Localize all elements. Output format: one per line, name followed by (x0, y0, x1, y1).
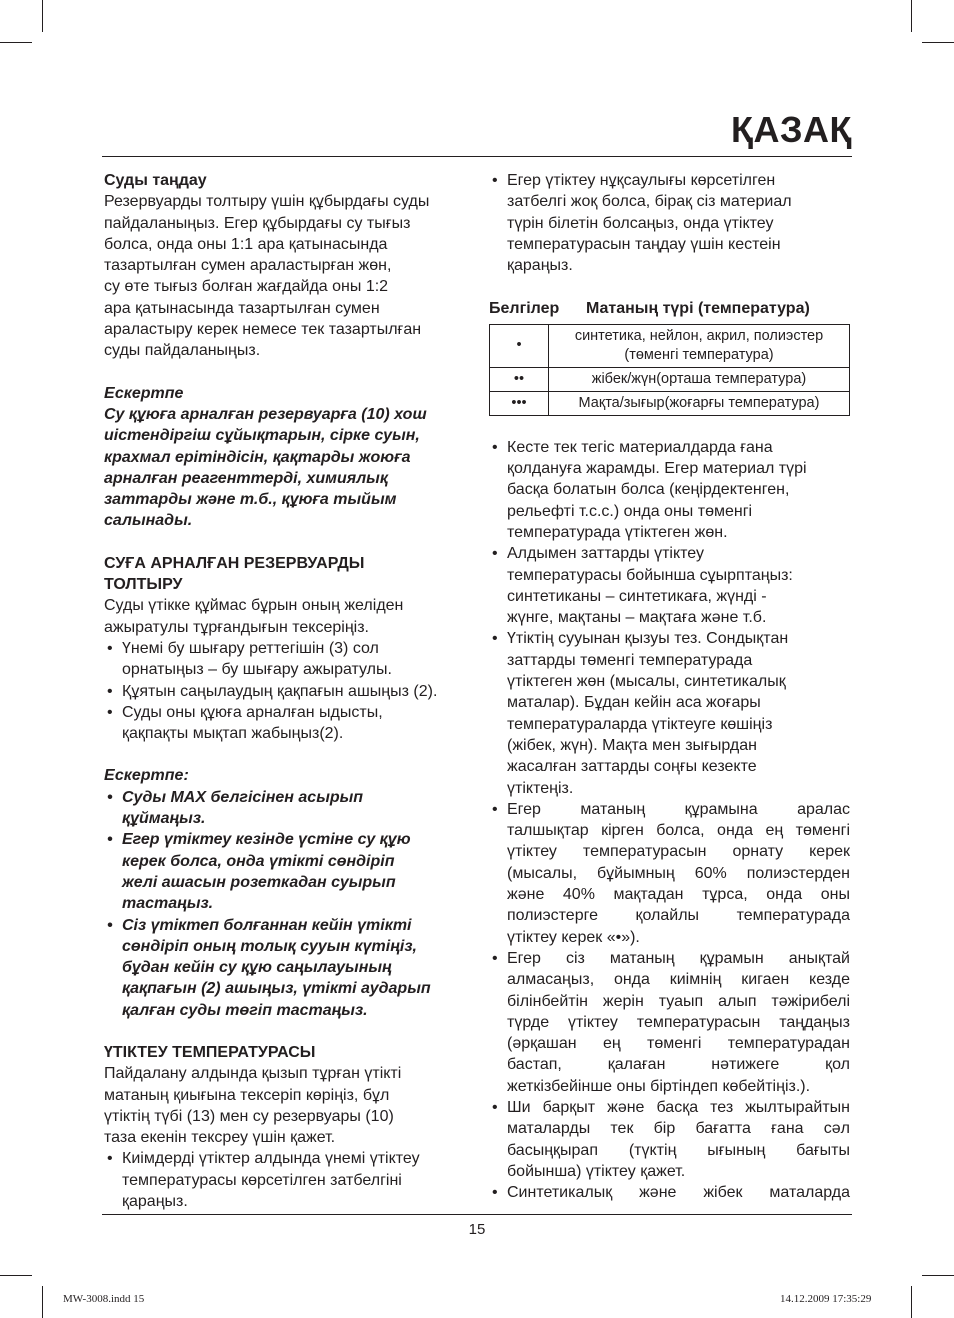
crop-mark (42, 0, 43, 32)
file-info: MW-3008.indd 15 (63, 1293, 145, 1305)
text-line: су өте тығыз болған жағдайда оны 1:2 (104, 278, 389, 296)
table-header (489, 298, 850, 319)
bullet-list (489, 437, 850, 799)
text-line: үтіктің түбі (13) мен су резервуары (10) (104, 1107, 394, 1125)
note-block (104, 765, 466, 1021)
table-cell-symbol: ••• (490, 391, 549, 415)
text-line: тазартылған сумен араластырған жөн, (104, 257, 392, 275)
crop-mark (911, 0, 912, 32)
list-item: • Егер сіз матаның құрамын анықтай алмасаңыз, онда киімнің кигаен кезде білінбейтін жерін туаып алып тәжірибелі түрде үтіктеу температурасын таңдаңыз (әрқашан ең төменгі температурадан бастап, қалаған нәтижеге қол жеткізбейінше оны біртіндеп көбейтіңіз.). (489, 948, 850, 1097)
list-item: • Алдымен заттарды үтіктеу температурасы бойынша сұырптаңыз: синтетиканы – синтетикаға, жүнді - жүнге, мақтаны – мақтаға және т.б. (489, 543, 850, 628)
text-line: Резервуарды толтыру үшін құбырдағы суды (104, 193, 430, 211)
text-line: салынады. (104, 512, 193, 530)
text-line: ара қатынасында тазартылған сумен (104, 299, 380, 317)
list-item: • Үнемі бу шығару реттегішін (3) сол орнатыңыз – бу шығару ажыратулы. (104, 638, 466, 681)
list-item: • Үтіктің сууынан қызуы тез. Сондықтан заттарды төменгі температурада үтіктеген жөн (мысалы, синтетикалық маталар). Бұдан кейін аса жоғары температураларда үтіктеуге көшіңіз (жібек, жүн). Мақта мен зығырдан жасалған заттарды соңғы кезекте үтіктеңіз. (489, 628, 850, 798)
table-cell-fabric: Мақта/зығыр(жоғарғы температура) (549, 391, 850, 415)
text-line: арналған реагенттерді, химиялық (104, 469, 388, 487)
list-item: • Суды оны құюға арналған ыдысты, қақпақты мықтап жабыңыз(2). (104, 702, 466, 745)
list-item: • Сіз үтіктеп болғаннан кейін үтікті сөндіріп оның толық сууын күтіңіз, бұдан кейін су құю саңылауының қақпағын (2) ашыңыз, үтікті аударып қалған суды төгіп тастаңыз. (104, 915, 466, 1021)
crop-mark (922, 42, 954, 43)
list-item: • Егер матаның құрамына аралас талшықтар кірген болса, онда ең төменгі үтіктеу температурасын орнату керек (мысалы, бұйымның 60% полиэстерден және 40% мақтадан тұрса, онда оны полиэстерге қолайлы температурада үтіктеу керек «•»). (489, 799, 850, 948)
crop-mark (0, 1275, 32, 1276)
section-heading: ҮТІКТЕУ ТЕМПЕРАТУРАСЫ (104, 1043, 316, 1061)
section-heading: Суды таңдау (104, 172, 207, 189)
list-item: • Егер үтіктеу кезінде үстіне су құю керек болса, онда үтікті сөндіріп желі ашасын розеткадан суырып тастаңыз. (104, 829, 466, 914)
list-item: • Кесте тек тегіс материалдарда ғана қолдануға жарамды. Егер материал түрі басқа болатын болса (кеңірдектенген, рельефті т.с.с.) онда оны төменгі температурада үтіктеген жөн. (489, 437, 850, 543)
left-column (104, 170, 466, 1212)
text-line: пайдаланыңыз. Егер құбырдағы су тығыз (104, 214, 411, 232)
list-item: • Егер үтіктеу нұқсаулығы көрсетілген затбелгі жоқ болса, бірақ сіз материал түрін білетін болсаңыз, онда үтіктеу температурасын таңдау үшін кестеін қараңыз. (489, 170, 850, 276)
list-item: • Синтетикалық және жібек маталарда (489, 1182, 850, 1203)
note-block (104, 383, 466, 532)
section-heading: СУҒА АРНАЛҒАН РЕЗЕРВУАРДЫ (104, 554, 365, 572)
bullet-list (489, 170, 850, 276)
table-cell-fabric: жібек/жүн(орташа температура) (549, 367, 850, 391)
footer-rule (102, 1214, 852, 1215)
text-line: араластыру керек немесе тек тазартылған (104, 321, 422, 339)
bullet-list-justified (489, 799, 850, 1204)
table-row (490, 324, 850, 367)
text-line: суды пайдаланыңыз. (104, 342, 261, 360)
note-title: Ескертпе (104, 384, 184, 402)
table-column-symbols: Белгілер (489, 300, 560, 318)
crop-mark (42, 1286, 43, 1318)
text-line: Су құюға арналған резервуарға (10) хош (104, 405, 427, 423)
temperature-table (489, 324, 850, 416)
crop-mark (0, 42, 32, 43)
section-heading: ТОЛТЫРУ (104, 576, 183, 594)
table-cell-symbol: • (490, 324, 549, 367)
text-line: заттарды және т.б., құюға тыйым (104, 491, 397, 509)
text-line: крахмал ерітіндісін, қақтарды жоюға (104, 448, 411, 466)
text-line: иістендіргіш сұйықтарын, сірке суын, (104, 427, 420, 445)
text-line: ажыратулы тұрғандығын тексеріңіз. (104, 618, 369, 636)
crop-mark (911, 1286, 912, 1318)
text-line: Пайдалану алдында қызып тұрған үтікті (104, 1065, 402, 1083)
note-title: Ескертпе: (104, 767, 189, 785)
table-column-fabric: Матаның түрі (температура) (585, 300, 810, 318)
text-line: матаның қиығына тексеріп көріңіз, бұл (104, 1086, 390, 1104)
text-line: Суды үтікке құймас бұрын оның желіден (104, 597, 404, 615)
table-row (490, 367, 850, 391)
list-item: • Ши барқыт және басқа тез жылтырайтын маталарды тек бір бағатта ғана сәл басыңқырап (түктің ығының бағыты бойынша) үтіктеу қажет. (489, 1097, 850, 1182)
crop-mark (922, 1275, 954, 1276)
list-item: • Суды MAX белгісінен асырып құймаңыз. (104, 787, 466, 830)
bullet-list (104, 638, 466, 744)
text-line: таза екенін тексреу үшін қажет. (104, 1129, 336, 1147)
table-cell-fabric: синтетика, нейлон, акрил, полиэстер (төменгі температура) (549, 324, 850, 367)
table-cell-symbol: •• (490, 367, 549, 391)
date-info: 14.12.2009 17:35:29 (780, 1293, 872, 1305)
page-number: 15 (468, 1221, 486, 1238)
list-item: • Құятын саңылаудың қақпағын ашыңыз (2). (104, 681, 466, 702)
list-item: • Киімдерді үтіктер алдында үнемі үтіктеу температурасы көрсетілген затбелгіні қараңыз. (104, 1148, 466, 1212)
header-rule (102, 156, 852, 157)
paragraph (104, 191, 466, 361)
page-title: ҚАЗАҚ (731, 109, 852, 150)
right-column (489, 170, 850, 1203)
bullet-list (104, 787, 466, 1021)
table-row (490, 391, 850, 415)
bullet-list (104, 1148, 466, 1212)
text-line: болса, онда оны 1:1 ара қатынасында (104, 235, 388, 253)
